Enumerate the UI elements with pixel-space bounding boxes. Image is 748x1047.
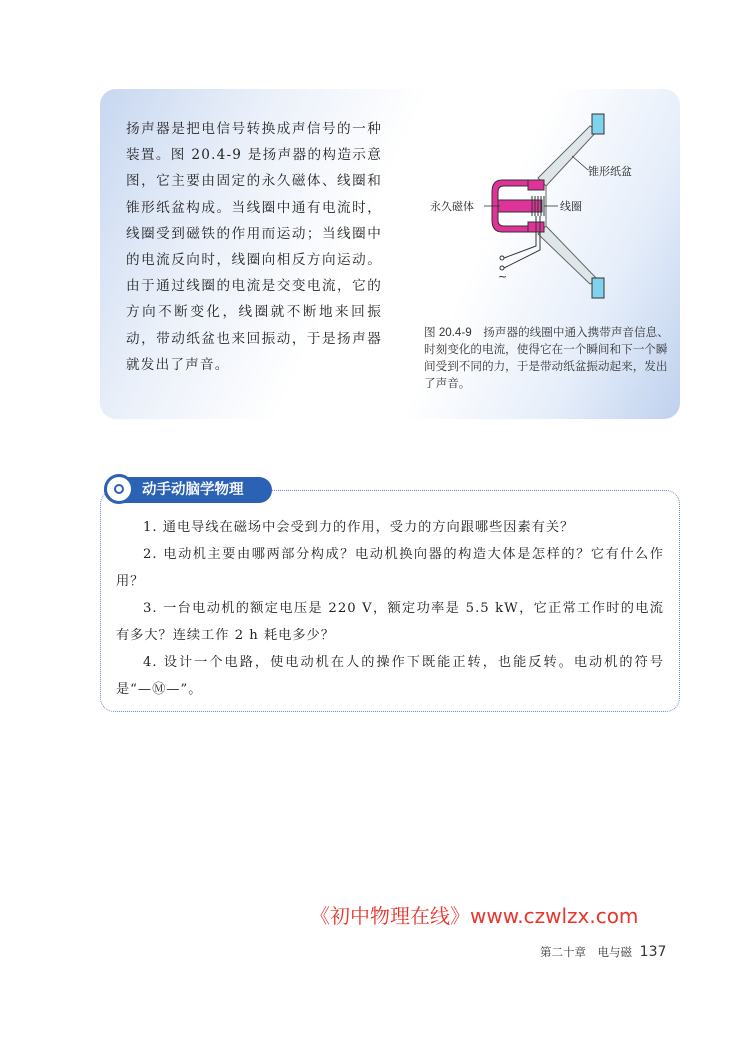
label-coil: 线圈 (560, 200, 582, 213)
magnet-top (528, 180, 544, 190)
cone-rim-bottom (592, 278, 604, 298)
question-4: 4. 设计一个电路，使电动机在人的操作下既能正转，也能反转。电动机的符号是“—Ⓜ—”。 (116, 655, 664, 697)
speaker-diagram (420, 108, 660, 308)
chapter-title: 第二十章 电与磁 (540, 945, 632, 959)
question-2: 2. 电动机主要由哪两部分构成？电动机换向器的构造大体是怎样的？它有什么作用？ (116, 547, 664, 589)
speaker-description: 扬声器是把电信号转换成声信号的一种装置。图 20.4-9 是扬声器的构造示意图，它主要由固定的永久磁体、线圈和锥形纸盆构成。当线圈中通有电流时，线圈受到磁铁的作用而运动；当线圈中的电流反向时，线圈向相反方向运动。由于通过线圈的电流是交变电流，它的方向不断变化，线圈就不断地来回振动，带动纸盆也来回振动，于是扬声器就发出了声音。 (126, 121, 382, 373)
question-3: 3. 一台电动机的额定电压是 220 V，额定功率是 5.5 kW，它正常工作时的电流有多大？连续工作 2 h 耗电多少？ (116, 601, 664, 643)
page-number: 137 (639, 944, 667, 960)
watermark: 《初中物理在线》www.czwlzx.com (310, 904, 639, 928)
cone-rim-top (592, 114, 604, 134)
label-cone: 锥形纸盆 (588, 165, 632, 178)
page-footer (540, 944, 666, 960)
label-magnet: 永久磁体 (430, 200, 474, 213)
question-1: 1. 通电导线在磁场中会受到力的作用，受力的方向跟哪些因素有关？ (143, 520, 575, 535)
figure-caption: 图 20.4-9 扬声器的线圈中通入携带声音信息、时刻变化的电流，使得它在一个瞬间和下一个瞬间受到不同的力，于是带动纸盆振动起来，发出了声音。 (424, 325, 669, 390)
activity-title: 动手动脑学物理 (142, 482, 244, 498)
ac-symbol: ~ (498, 270, 508, 283)
target-icon (104, 474, 134, 504)
cone-lower (538, 226, 598, 284)
